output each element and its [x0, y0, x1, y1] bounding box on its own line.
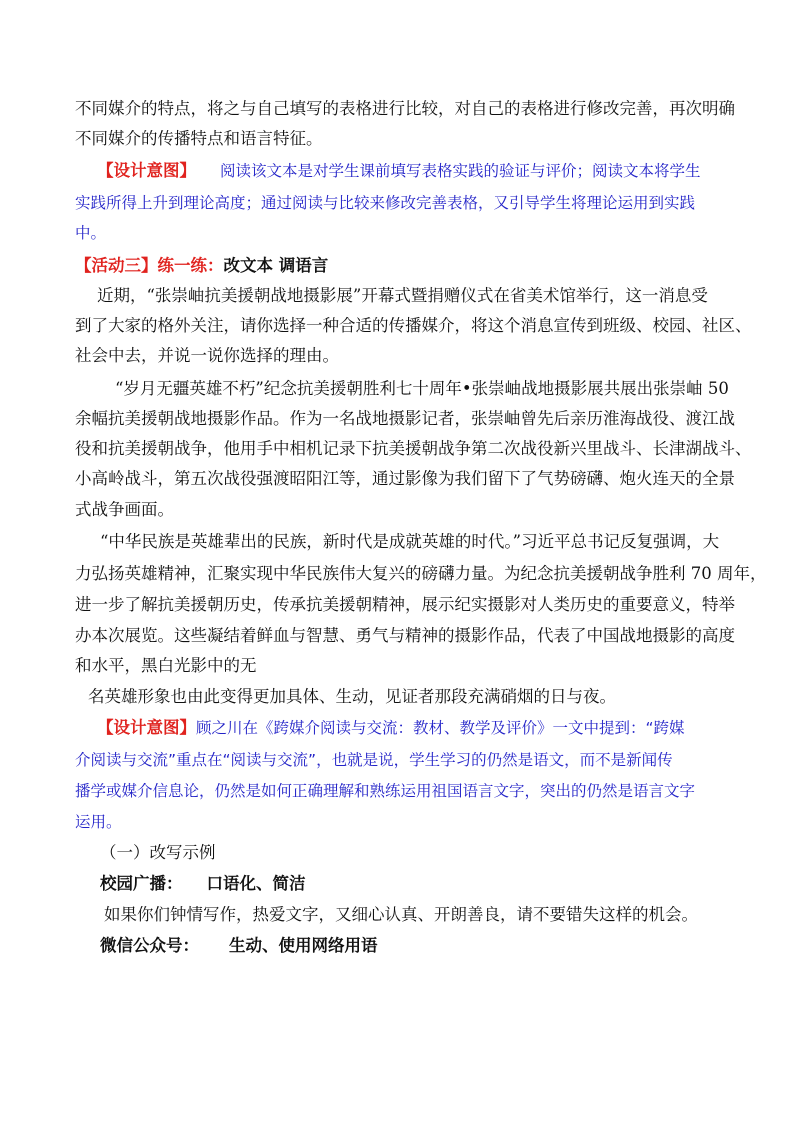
campus-broadcast-style: 口语化、简洁	[206, 874, 306, 893]
design-intent-text: 阅读该文本是对学生课前填写表格实践的验证与评价；阅读文本将学生	[220, 162, 701, 180]
design-intent-text: 运用。	[75, 813, 122, 831]
news-line: 役和抗美援朝战争，他用手中相机记录下抗美援朝战争第二次战役新兴里战斗、长津湖战斗、	[75, 439, 752, 458]
task-line: 近期，“张崇岫抗美援朝战地摄影展”开幕式暨捐赠仪式在省美术馆举行，这一消息受	[97, 286, 708, 305]
activity-heading	[75, 255, 328, 277]
campus-broadcast-label: 校园广播：	[100, 874, 183, 893]
design-intent-text: 播学或媒介信息论，仍然是如何正确理解和熟练运用祖国语言文字，突出的仍然是语言文字	[75, 782, 696, 800]
design-intent-block	[97, 717, 685, 739]
design-intent-text: 顾之川在《跨媒介阅读与交流：教材、教学及评价》一文中提到：“跨媒	[196, 719, 685, 737]
news-line: “中华民族是英雄辈出的民族，新时代是成就英雄的时代。”习近平总书记反复强调，大	[100, 532, 720, 551]
paragraph-line: 不同媒介的传播特点和语言特征。	[75, 129, 323, 148]
design-intent-label: 【设计意图】	[97, 718, 196, 737]
wechat-label: 微信公众号：	[100, 936, 199, 955]
design-intent-label: 【设计意图】	[97, 161, 196, 180]
campus-broadcast-text: 如果你们钟情写作，热爱文字，又细心认真、开朗善良，请不要错失这样的机会。	[104, 905, 698, 924]
task-line: 社会中去，并说一说你选择的理由。	[75, 346, 339, 365]
news-line: 力弘扬英雄精神，汇聚实现中华民族伟大复兴的磅礴力量。为纪念抗美援朝战争胜利 70 周年，	[75, 564, 767, 583]
news-line: 式战争画面。	[75, 500, 174, 519]
news-line: 和水平，黑白光影中的无	[75, 656, 257, 675]
example-heading: （一）改写示例	[100, 843, 216, 862]
news-line: 余幅抗美援朝战地摄影作品。作为一名战地摄影记者，张崇岫曾先后亲历淮海战役、渡江战	[75, 409, 735, 428]
activity-label: 【活动三】练一练：	[75, 256, 224, 275]
design-intent-text: 介阅读与交流”重点在“阅读与交流”，也就是说，学生学习的仍然是语文，而不是新闻传	[75, 751, 673, 769]
news-line: 进一步了解抗美援朝历史，传承抗美援朝精神，展示纪实摄影对人类历史的重要意义，特举	[75, 595, 735, 614]
wechat-row	[100, 935, 378, 957]
news-line: 小高岭战斗，第五次战役强渡昭阳江等，通过影像为我们留下了气势磅礴、炮火连天的全景	[75, 469, 735, 488]
news-line: 办本次展览。这些凝结着鲜血与智慧、勇气与精神的摄影作品，代表了中国战地摄影的高度	[75, 626, 735, 645]
news-line: 名英雄形象也由此变得更加具体、生动，见证者那段充满硝烟的日与夜。	[88, 687, 616, 706]
news-line: “岁月无疆英雄不朽”纪念抗美援朝胜利七十周年•张崇岫战地摄影展共展出张崇岫 50	[115, 379, 729, 398]
activity-title: 改文本 调语言	[223, 256, 329, 275]
design-intent-text: 中。	[75, 224, 107, 242]
campus-broadcast-row	[100, 873, 306, 895]
design-intent-block	[97, 160, 701, 182]
task-line: 到了大家的格外关注，请你选择一种合适的传播媒介，将这个消息宣传到班级、校园、社区、	[75, 316, 752, 335]
paragraph-line: 不同媒介的特点，将之与自己填写的表格进行比较，对自己的表格进行修改完善，再次明确	[75, 99, 735, 118]
design-intent-text: 实践所得上升到理论高度；通过阅读与比较来修改完善表格，又引导学生将理论运用到实践	[75, 194, 696, 212]
wechat-style: 生动、使用网络用语	[229, 936, 378, 955]
